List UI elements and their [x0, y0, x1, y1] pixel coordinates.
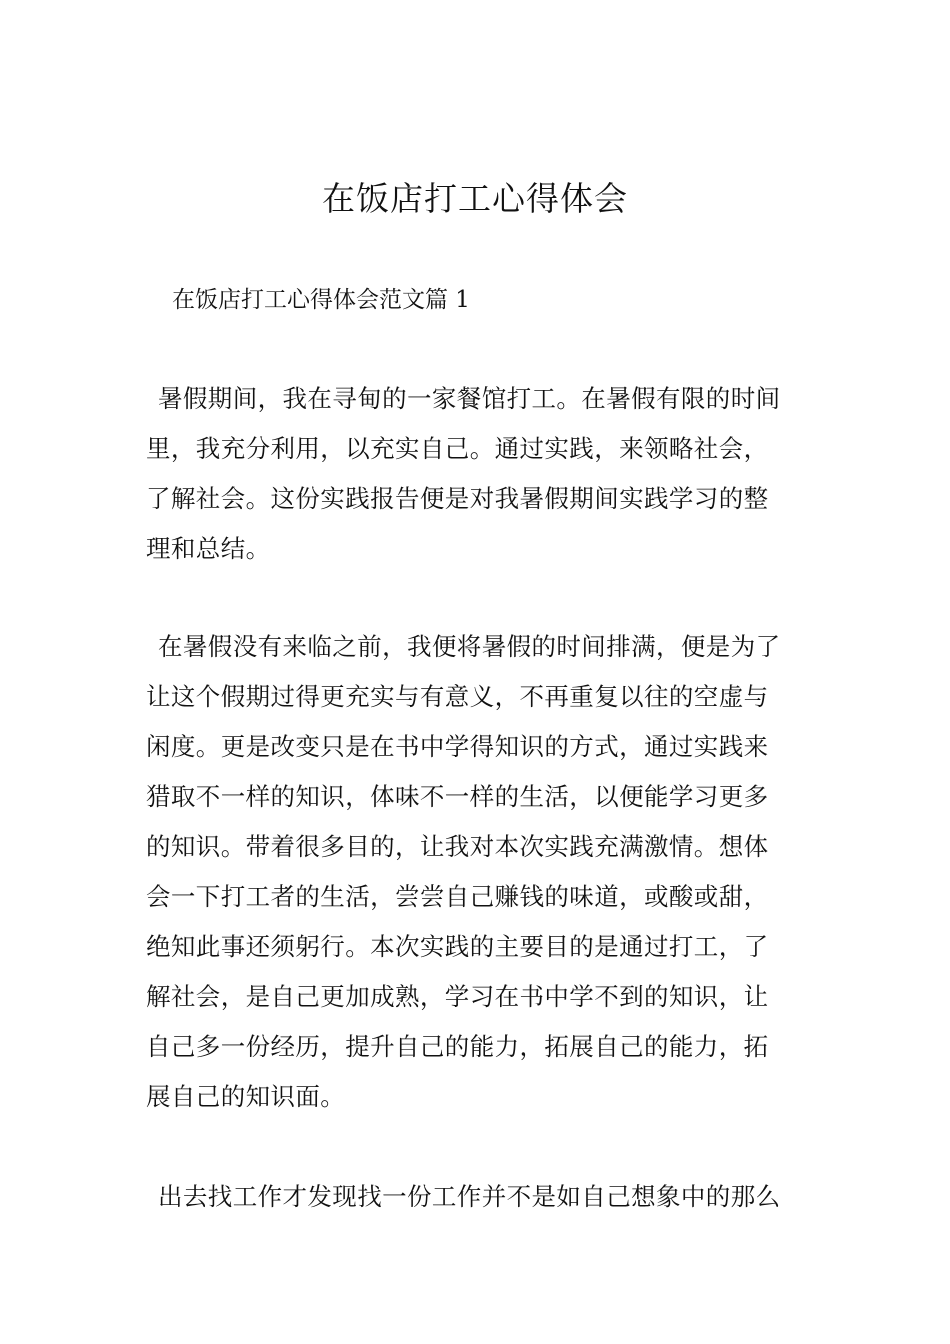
document-title: 在饭店打工心得体会 — [322, 179, 628, 218]
paragraph-line: 闲度。更是改变只是在书中学得知识的方式，通过实践来 — [146, 732, 769, 761]
paragraph-1 — [146, 374, 808, 574]
paragraph-line: 猎取不一样的知识，体味不一样的生活，以便能学习更多 — [146, 782, 769, 811]
paragraph-line: 的知识。带着很多目的，让我对本次实践充满激情。想体 — [146, 832, 769, 861]
paragraph-3 — [146, 1172, 808, 1222]
paragraph-line: 会一下打工者的生活，尝尝自己赚钱的味道，或酸或甜， — [146, 882, 769, 911]
paragraph-line: 理和总结。 — [146, 534, 271, 563]
paragraph-2 — [146, 622, 808, 1122]
section-subtitle: 在饭店打工心得体会范文篇 1 — [172, 287, 470, 313]
paragraph-line: 里，我充分利用，以充实自己。通过实践，来领略社会， — [146, 434, 769, 463]
paragraph-line: 在暑假没有来临之前，我便将暑假的时间排满，便是为了 — [158, 632, 781, 661]
paragraph-line: 让这个假期过得更充实与有意义，不再重复以往的空虚与 — [146, 682, 769, 711]
paragraph-line: 暑假期间，我在寻甸的一家餐馆打工。在暑假有限的时间 — [158, 384, 781, 413]
paragraph-line: 解社会，是自己更加成熟，学习在书中学不到的知识，让 — [146, 982, 769, 1011]
paragraph-line: 绝知此事还须躬行。本次实践的主要目的是通过打工，了 — [146, 932, 769, 961]
paragraph-line: 了解社会。这份实践报告便是对我暑假期间实践学习的整 — [146, 484, 769, 513]
paragraph-line: 展自己的知识面。 — [146, 1082, 346, 1111]
paragraph-line: 自己多一份经历，提升自己的能力，拓展自己的能力，拓 — [146, 1032, 769, 1061]
paragraph-line: 出去找工作才发现找一份工作并不是如自己想象中的那么 — [158, 1182, 781, 1211]
